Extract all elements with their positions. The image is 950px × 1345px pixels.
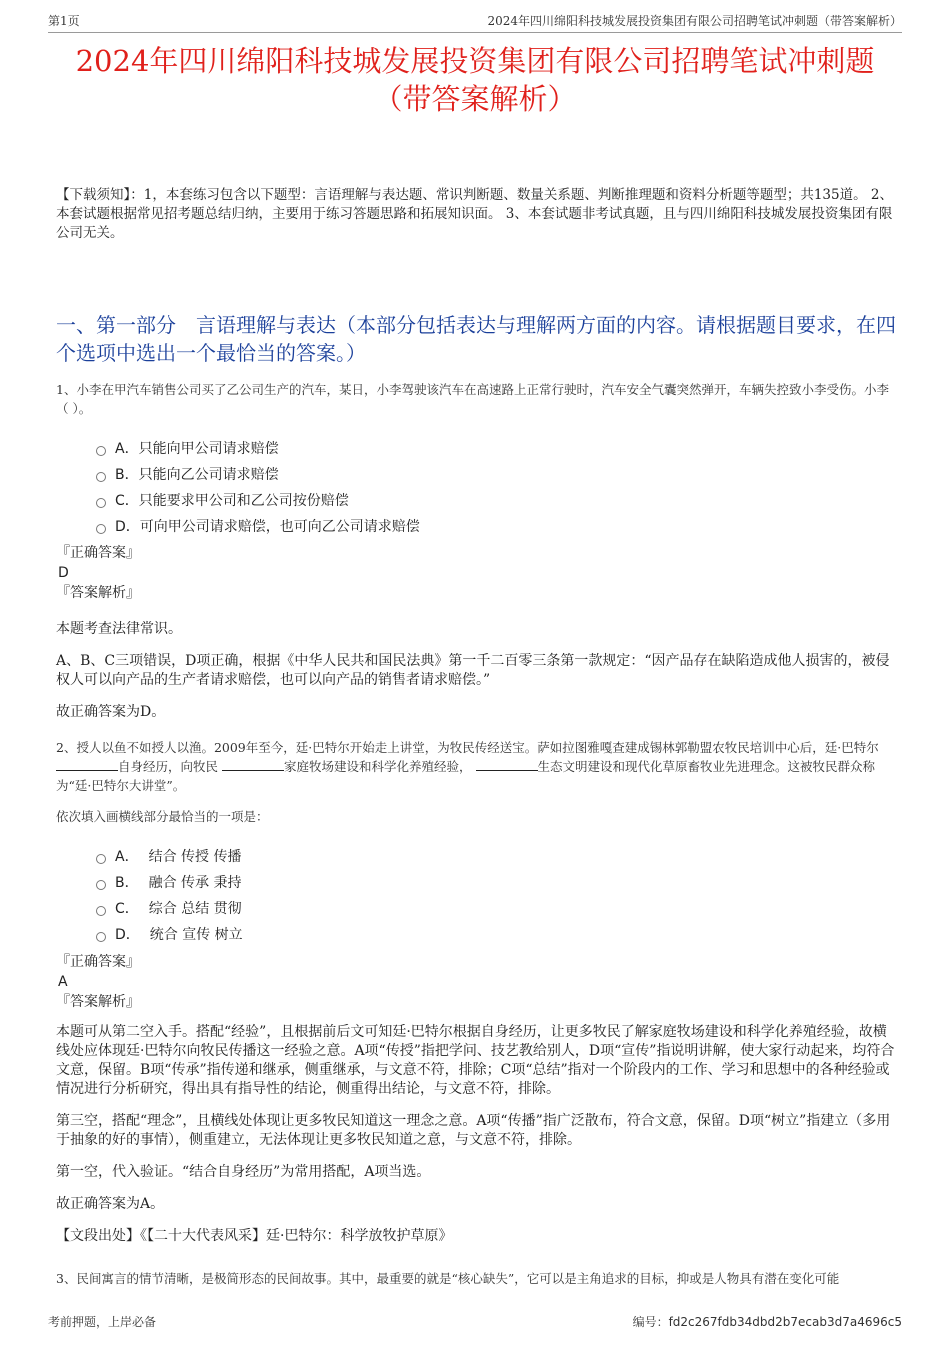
option-b[interactable]: B． 融合 传承 秉持 bbox=[96, 869, 898, 895]
page-footer bbox=[48, 1313, 902, 1330]
option-a[interactable]: A． 只能向甲公司请求赔偿 bbox=[96, 435, 898, 461]
question-3-stem: 3、民间寓言的情节清晰，是极简形态的民间故事。其中，最重要的就是“核心缺失”，它可以是主角追求的目标，抑或是人物具有潜在变化可能 bbox=[56, 1271, 840, 1286]
radio-icon[interactable] bbox=[96, 524, 106, 534]
question-1-options bbox=[56, 435, 898, 539]
question-1 bbox=[56, 380, 898, 418]
analysis-paragraph: 第三空，搭配“理念”，且横线处体现让更多牧民知道这一理念之意。A项“传播”指广泛散布，符合文意，保留。D项“树立”指建立（多用于抽象的好的事情），侧重建立，无法体现让更多牧民知道之意，与文意不符，排除。 bbox=[56, 1113, 891, 1148]
option-b[interactable]: B． 只能向乙公司请求赔偿 bbox=[96, 461, 898, 487]
fill-blank bbox=[56, 757, 118, 771]
correct-answer-value: A bbox=[58, 974, 68, 990]
question-2-instruction: 依次填入画横线部分最恰当的一项是： bbox=[56, 809, 269, 824]
question-2 bbox=[56, 738, 898, 826]
analysis-label: 『答案解析』 bbox=[56, 994, 140, 1010]
analysis-paragraph: 故正确答案为A。 bbox=[56, 1196, 165, 1212]
page-header bbox=[48, 12, 902, 33]
fill-blank bbox=[476, 757, 538, 771]
question-3 bbox=[56, 1269, 898, 1289]
analysis-paragraph: 第一空，代入验证。“结合自身经历”为常用搭配，A项当选。 bbox=[56, 1164, 431, 1180]
page-number: 第1页 bbox=[48, 14, 80, 28]
option-c[interactable]: C． 只能要求甲公司和乙公司按份赔偿 bbox=[96, 487, 898, 513]
title-line-1: 2024年四川绵阳科技城发展投资集团有限公司招聘笔试冲刺题 bbox=[75, 44, 875, 78]
correct-answer-value: D bbox=[58, 565, 69, 581]
option-c[interactable]: C． 综合 总结 贯彻 bbox=[96, 895, 898, 921]
question-2-stem: 2、授人以鱼不如授人以渔。2009年至今，廷·巴特尔开始走上讲堂，为牧民传经送宝。萨如拉图雅嘎查建成锡林郭勒盟农牧民培训中心后，廷·巴特尔 自身经历，向牧民 家庭牧场建设和科学化养殖经验， 生态文明建设和现代化草原畜牧业先进理念。这被牧民群众称为“廷·巴特尔大讲堂”。 bbox=[56, 740, 879, 793]
option-a[interactable]: A． 结合 传授 传播 bbox=[96, 843, 898, 869]
question-1-answer-block bbox=[56, 543, 898, 722]
source-citation: 【文段出处】《【二十大代表风采】廷·巴特尔：科学放牧护草原》 bbox=[56, 1228, 453, 1244]
section-heading: 一、第一部分 言语理解与表达（本部分包括表达与理解两方面的内容。请根据题目要求，在四个选项中选出一个最恰当的答案。） bbox=[56, 313, 896, 365]
correct-answer-label: 『正确答案』 bbox=[56, 545, 140, 561]
radio-icon[interactable] bbox=[96, 932, 106, 942]
radio-icon[interactable] bbox=[96, 498, 106, 508]
radio-icon[interactable] bbox=[96, 906, 106, 916]
radio-icon[interactable] bbox=[96, 472, 106, 482]
option-d[interactable]: D． 统合 宣传 树立 bbox=[96, 921, 898, 947]
download-notice: 【下载须知】：1，本套练习包含以下题型：言语理解与表达题、常识判断题、数量关系题、判断推理题和资料分析题等题型；共135道。 2、本套试题根据常见招考题总结归纳，主要用于练习答题思路和拓展知识面。 3、本套试题非考试真题，且与四川绵阳科技城发展投资集团有限公司无关。 bbox=[56, 187, 893, 241]
document-title bbox=[40, 42, 910, 118]
radio-icon[interactable] bbox=[96, 446, 106, 456]
analysis-label: 『答案解析』 bbox=[56, 585, 140, 601]
option-d[interactable]: D． 可向甲公司请求赔偿，也可向乙公司请求赔偿 bbox=[96, 513, 898, 539]
radio-icon[interactable] bbox=[96, 854, 106, 864]
question-1-stem: 1、小李在甲汽车销售公司买了乙公司生产的汽车，某日，小李驾驶该汽车在高速路上正常行驶时，汽车安全气囊突然弹开，车辆失控致小李受伤。小李（ ）。 bbox=[56, 382, 889, 416]
analysis-paragraph: 故正确答案为D。 bbox=[56, 704, 166, 720]
header-doc-title: 2024年四川绵阳科技城发展投资集团有限公司招聘笔试冲刺题（带答案解析） bbox=[487, 14, 902, 28]
analysis-paragraph: 本题考查法律常识。 bbox=[56, 621, 182, 637]
correct-answer-label: 『正确答案』 bbox=[56, 954, 140, 970]
title-line-2: （带答案解析） bbox=[373, 82, 577, 116]
analysis-paragraph: A、B、C三项错误，D项正确，根据《中华人民共和国民法典》第一千二百零三条第一款规定：“因产品存在缺陷造成他人损害的，被侵权人可以向产品的生产者请求赔偿，也可以向产品的销售者请求赔偿。” bbox=[56, 653, 890, 688]
footer-slogan: 考前押题，上岸必备 bbox=[48, 1315, 157, 1329]
analysis-paragraph: 本题可从第二空入手。搭配“经验”，且根据前后文可知廷·巴特尔根据自身经历，让更多牧民了解家庭牧场建设和科学化养殖经验，故横线处应体现廷·巴特尔向牧民传播这一经验之意。A项“传授”指把学问、技艺教给别人，D项“宣传”指说明讲解，使大家行动起来，均符合文意，保留。B项“传承”指传递和继承，侧重继承，与文意不符，排除；C项“总结”指对一个阶段内的工作、学习和思想中的各种经验或情况进行分析研究，得出具有指导性的结论，侧重得出结论，与文意不符，排除。 bbox=[56, 1024, 895, 1097]
footer-serial: 编号：fd2c267fdb34dbd2b7ecab3d7a4696c5 bbox=[632, 1315, 902, 1329]
radio-icon[interactable] bbox=[96, 880, 106, 890]
question-2-answer-block bbox=[56, 952, 898, 1246]
question-2-options bbox=[56, 843, 898, 947]
fill-blank bbox=[222, 757, 284, 771]
